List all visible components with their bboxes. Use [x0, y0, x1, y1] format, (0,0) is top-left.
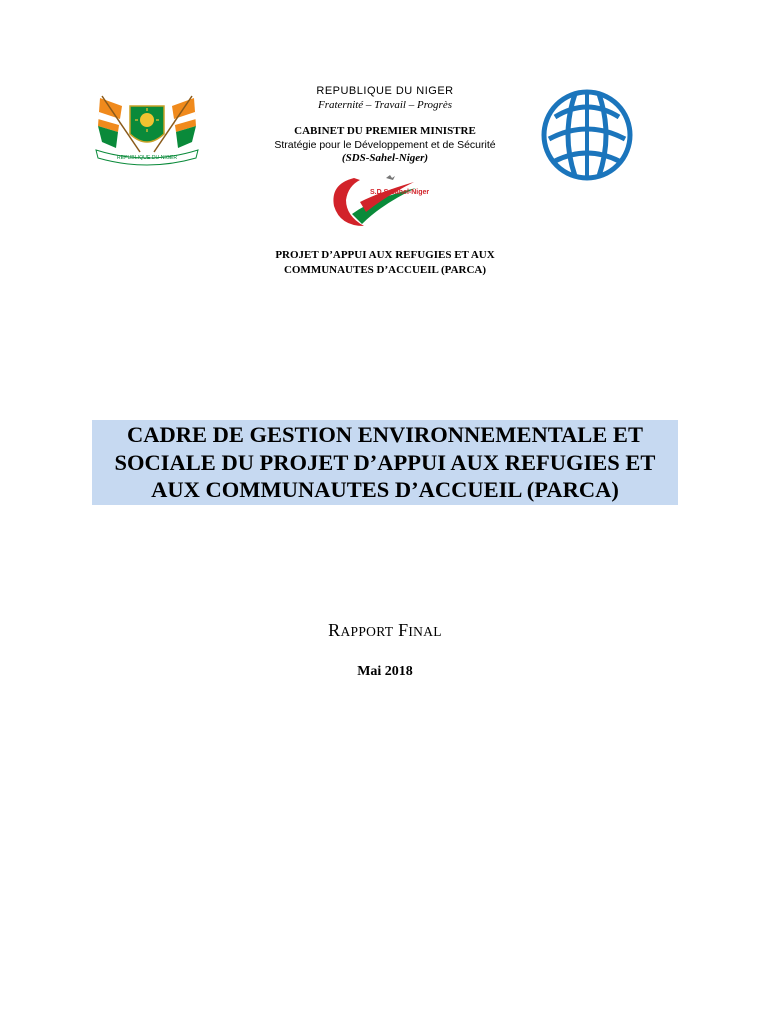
document-title-line-1: CADRE DE GESTION ENVIRONNEMENTALE ET — [127, 422, 643, 448]
strategy-name: Stratégie pour le Développement et de Sécurité — [274, 139, 496, 151]
document-title-line-2: SOCIALE DU PROJET D’APPUI AUX REFUGIES ET — [114, 449, 656, 475]
report-type — [200, 620, 570, 641]
sds-acronym: (SDS-Sahel-Niger) — [341, 152, 429, 164]
report-date: Mai 2018 — [357, 664, 413, 679]
project-name — [200, 248, 570, 278]
country-name: REPUBLIQUE DU NIGER — [316, 85, 454, 97]
sds-sahel-niger-logo-icon — [330, 172, 430, 230]
report-type-r-cap: R — [328, 620, 341, 640]
project-name-line-2: COMMUNAUTES D’ACCUEIL (PARCA) — [283, 264, 487, 276]
niger-emblem-icon — [92, 92, 202, 164]
document-title-box — [92, 420, 678, 505]
cabinet-name: CABINET DU PREMIER MINISTRE — [294, 125, 476, 137]
document-title — [92, 421, 678, 504]
report-type-r-rest: APPORT — [340, 624, 394, 639]
project-name-line-1: PROJET D’APPUI AUX REFUGIES ET AUX — [275, 249, 495, 261]
report-type-f-cap: F — [398, 620, 409, 640]
national-motto: Fraternité – Travail – Progrès — [317, 99, 453, 111]
sds-logo-text: S.D.S Sahel-Niger — [370, 189, 430, 196]
document-title-line-3: AUX COMMUNAUTES D’ACCUEIL (PARCA) — [151, 477, 619, 503]
report-type-f-rest: INAL — [408, 624, 442, 639]
emblem-ribbon-text: REPUBLIQUE DU NIGER — [116, 155, 178, 161]
